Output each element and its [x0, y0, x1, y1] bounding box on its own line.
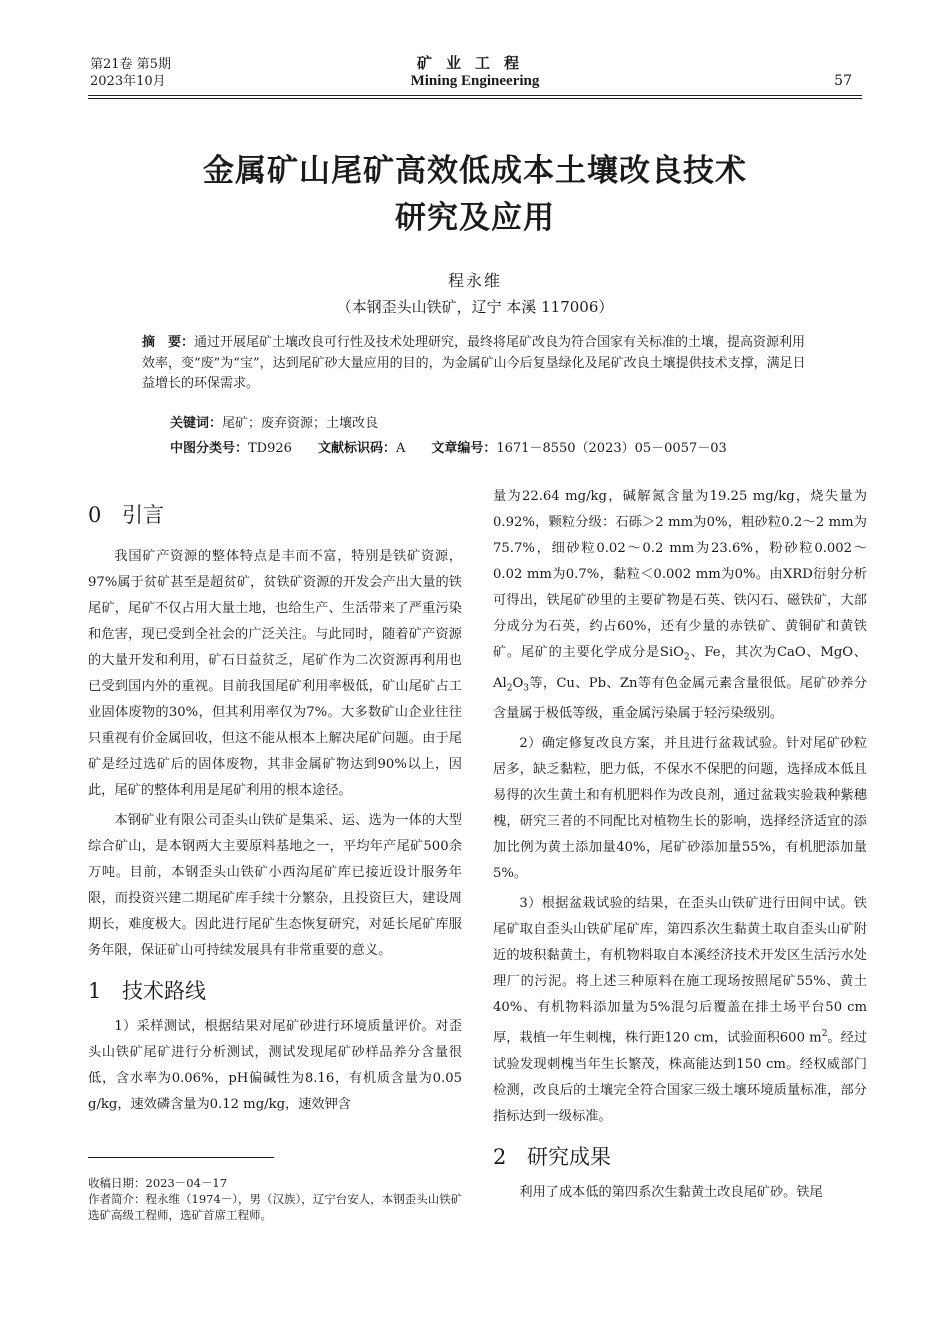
- section-heading-2: [493, 1142, 867, 1172]
- footnotes: [88, 1175, 466, 1223]
- article-number-value: 1671－8550（2023）05－0057－03: [496, 441, 727, 456]
- section-heading-0: [88, 500, 462, 530]
- subscript: 2: [506, 683, 513, 694]
- abstract-label: 摘 要：: [142, 335, 195, 350]
- paragraph: [493, 891, 867, 1129]
- paragraph: 2）确定修复改良方案，并且进行盆栽试验。针对尾矿砂粒居多，缺乏黏粒，肥力低，不保水不保肥的问题，选择成本低且易得的次生黄土和有机肥料作为改良剂，通过盆栽实验栽种紫穗槐，研究三者的不同配比对植物生长的影响，选择经济适宜的添加比例为黄土添加量40%，尾矿砂添加量55%，有机肥添加量5%。: [493, 736, 867, 882]
- clc-label: 中图分类号：: [170, 441, 249, 456]
- received-date: 收稿日期：2023－04－17: [88, 1176, 228, 1190]
- article-number-label: 文章编号：: [431, 441, 497, 456]
- section-number: 0: [88, 503, 102, 527]
- paragraph: 利用了成本低的第四系次生黏黄土改良尾矿砂。铁尾: [519, 1184, 823, 1200]
- section-number: 2: [493, 1144, 507, 1169]
- doc-code-label: 文献标识码：: [317, 441, 396, 456]
- journal-name: [0, 54, 950, 90]
- keywords-text: 尾矿；废弃资源；土壤改良: [222, 416, 379, 431]
- section-title: 引言: [122, 503, 164, 527]
- paragraph: [493, 484, 867, 727]
- keywords-label: 关键词：: [170, 416, 223, 431]
- text-run: 。经过试验发现刺槐当年生长繁茂，株高能达到150 cm。经权威部门检测，改良后的土壤完全符合国家三级土壤环境质量标准，部分指标达到一级标准。: [493, 1030, 868, 1124]
- right-column: [493, 484, 867, 1206]
- text-run: 量为22.64 mg/kg，碱解氮含量为19.25 mg/kg，烧失量为0.92%，颗粒分级：石砾＞2 mm为0%，粗砂粒0.2～2 mm为75.7%，细砂粒0.02～0.2 mm为23.6%，粉砂粒0.002～0.02 mm为0.7%，黏粒＜0.002 mm为0%。由XRD衍射分析可得出，铁尾矿砂里的主要矿物是石英、铁闪石、磁铁矿，大部分成分为石英，约占60%，还有少量的赤铁矿、黄铜矿和黄铁矿。尾矿的主要化学成分是SiO: [493, 489, 867, 660]
- subscript: 2: [683, 652, 690, 663]
- text-run: 等，Cu、Pb、Zn等有色金属元素含量很低。尾矿砂养分含量属于极低等级，重金属污染属于轻污染级别。: [493, 675, 867, 722]
- subscript: 3: [523, 683, 530, 694]
- section-heading-1: [88, 976, 462, 1006]
- text-run: 、Fe，其次为CaO、MgO、Al: [493, 645, 867, 691]
- section-title: 技术路线: [122, 979, 206, 1003]
- abstract-text: 通过开展尾矿土壤改良可行性及技术处理研究，最终将尾矿改良为符合国家有关标准的土壤，提高资源利用效率，变“废”为“宝”，达到尾矿砂大量应用的目的，为金属矿山今后复垦绿化及尾矿改良土壤提供技术支撑，满足日益增长的环保需求。: [142, 335, 806, 391]
- doc-code-value: A: [395, 441, 406, 456]
- author-name: 程永维: [447, 271, 502, 290]
- author-affiliation: （本钢歪头山铁矿，辽宁 本溪 117006）: [336, 298, 614, 316]
- classification-line: [170, 437, 727, 456]
- volume-issue: 第21卷 第5期: [90, 57, 171, 72]
- paragraph: 我国矿产资源的整体特点是丰而不富，特别是铁矿资源，97%属于贫矿甚至是超贫矿，贫铁矿资源的开发会产出大量的铁尾矿，尾矿不仅占用大量土地，也给生产、生活带来了严重污染和危害，现已受到全社会的广泛关注。与此同时，随着矿产资源的大量开发和利用，矿石日益贫乏，尾矿作为二次资源再利用也已受到国内外的重视。目前我国尾矿利用率极低，矿山尾矿占工业固体废物的30%，但其利用率仅为7%。大多数矿山企业往往只重视有价金属回收，但这不能从根本上解决尾矿问题。由于尾矿是经过选矿后的固体废物，其非金属矿物达到90%以上，因此，尾矿的整体利用是尾矿利用的根本途径。: [88, 549, 462, 798]
- keywords: [170, 412, 378, 431]
- author-bio: 作者简介：程永维（1974－），男（汉族），辽宁台安人，本钢歪头山铁矿选矿高级工程师，选矿首席工程师。: [88, 1192, 463, 1222]
- title-line-1: 金属矿山尾矿高效低成本土壤改良技术: [203, 153, 747, 189]
- section-title: 研究成果: [527, 1144, 611, 1169]
- journal-name-en: Mining Engineering: [410, 73, 540, 89]
- page-number: 57: [834, 73, 852, 89]
- title-line-2: 研究及应用: [395, 200, 555, 236]
- paragraph: 本钢矿业有限公司歪头山铁矿是集采、运、选为一体的大型综合矿山，是本钢两大主要原料基地之一，平均年产尾矿500余万吨。目前，本钢歪头山铁矿小西沟尾矿库已接近设计服务年限，而投资兴建二期尾矿库手续十分繁杂，且投资巨大，建设周期长，难度极大。因此进行尾矿生态恢复研究，对延长尾矿库服务年限，保证矿山可持续发展具有非常重要的意义。: [88, 813, 462, 958]
- abstract: [142, 333, 812, 395]
- issue-date: 2023年10月: [90, 74, 166, 89]
- footnote-rule: [88, 1157, 274, 1158]
- text-run: O: [512, 675, 524, 691]
- header-rule: [88, 95, 862, 96]
- header-rule-2: [88, 98, 862, 99]
- paragraph: 1）采样测试，根据结果对尾矿砂进行环境质量评价。对歪头山铁矿尾矿进行分析测试，测试发现尾矿砂样品养分含量很低，含水率为0.06%，pH偏碱性为8.16，有机质含量为0.05 g/kg，速效磷含量为0.12 mg/kg，速效钾含: [88, 1019, 462, 1112]
- article-title: [0, 148, 950, 242]
- left-column: [88, 500, 462, 1118]
- journal-name-zh: 矿业工程: [416, 54, 533, 72]
- text-run: 3）根据盆栽试验的结果，在歪头山铁矿进行田间中试。铁尾矿取自歪头山铁矿尾矿库，第四系次生黏黄土取自歪头山矿附近的坡积黏黄土，有机物料取自本溪经济技术开发区生活污水处理厂的污泥。将上述三种原料在施工现场按照尾矿55%、黄土40%、有机物料添加量为5%混匀后覆盖在排土场平台50 cm厚，栽植一年生刺槐，株行距120 cm，试验面积600 m: [493, 896, 867, 1046]
- clc-value: TD926: [248, 441, 292, 456]
- superscript: 2: [821, 1029, 828, 1040]
- section-number: 1: [88, 979, 102, 1003]
